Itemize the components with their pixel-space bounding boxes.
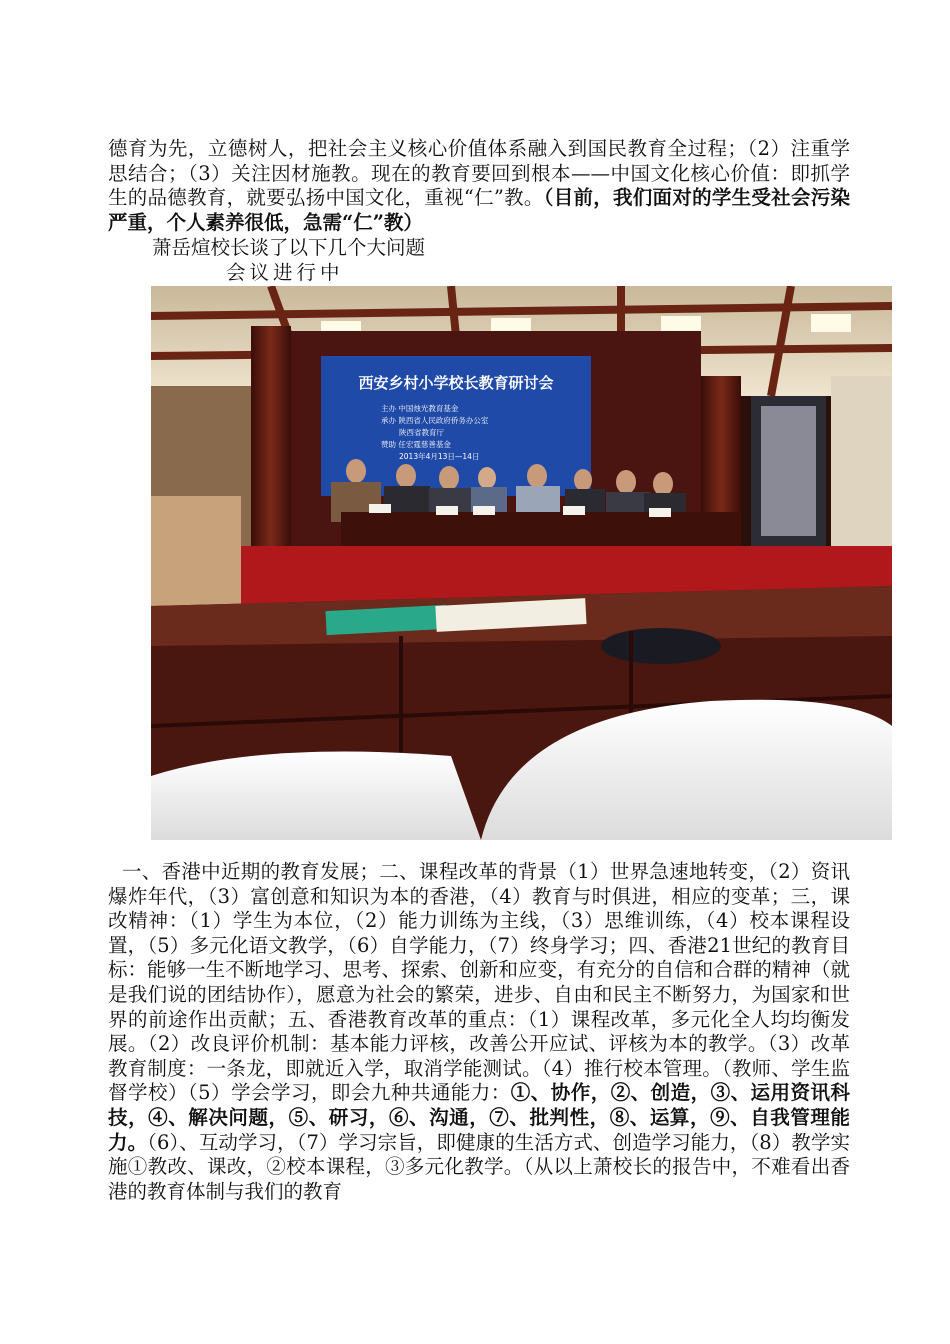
- banner-line: 主办 中国烛光教育基金: [381, 404, 459, 413]
- paragraph-text: （6）、互动学习，（7）学习宗旨，即健康的生活方式、创造学习能力，（8）教学实施①教改、课改，②校本课程，③多元化教学。（从以上萧校长的报告中，不难看出香港的教育体制与我们的教育: [108, 1130, 850, 1203]
- banner-line: 赞助 任宏霆慈善基金: [381, 440, 451, 449]
- photo-caption: 会议进行中: [226, 261, 344, 284]
- banner-line: 承办 陕西省人民政府侨务办公室: [381, 416, 489, 425]
- banner-title: 西安乡村小学校长教育研讨会: [358, 374, 554, 392]
- paragraph-bold-remark: （目前，我们面对的学生受社会污染严重，个人素养很低，急需“仁”教）: [108, 186, 850, 234]
- paragraph-text: 德育为先，立德树人，把社会主义核心价值体系融入到国民教育全过程；（2）注重学思结合；（3）关注因材施教。现在的教育要回到根本——中国文化核心价值：即抓学生的品德教育，就要弘扬中国文化，重视“仁”教。: [108, 137, 850, 210]
- banner-line: 2013年4月13日—14日: [399, 452, 480, 461]
- paragraph-hk-education: [108, 860, 850, 1204]
- chair-back-left: [151, 752, 481, 841]
- meeting-photo: [151, 286, 892, 840]
- paragraph-text: 一、香港中近期的教育发展；二、课程改革的背景（1）世界急速地转变，（2）资讯爆炸年代，（3）富创意和知识为本的香港，（4）教育与时俱进，相应的变革；三，课改精神：（1）学生为本位，（2）能力训练为主线，（3）思维训练，（4）校本课程设置，（5）多元化语文教学，（6）自学能力，（7）终身学习；四、香港21世纪的教育目标：能够一生不断地学习、思考、探索、创新和应变，有充分的自信和合群的精神（就是我们说的团结协作），愿意为社会的繁荣，进步、自由和民主不断努力，为国家和世界的前途作出贡献；五、香港教育改革的重点：（1）课程改革，多元化全人均均衡发展。（2）改良评价机制：基本能力评核，改善公开应试、评核为本的教学。（3）改革教育制度：一条龙，即就近入学，取消学能测试。（4）推行校本管理。（教师、学生监督学校）（5）学会学习，即会九种共通能力：: [108, 860, 850, 1105]
- paragraph-moral-education: [108, 137, 850, 235]
- banner-line: 陕西省教育厅: [399, 428, 444, 437]
- intro-line: 萧岳煊校长谈了以下几个大问题: [152, 236, 426, 259]
- paragraph-bold-abilities: ①、协作，②、创造，③、运用资讯科技，④、解决问题，⑤、研习，⑥、沟通，⑦、批判性，⑧、运算，⑨、自我管理能力。: [108, 1081, 850, 1154]
